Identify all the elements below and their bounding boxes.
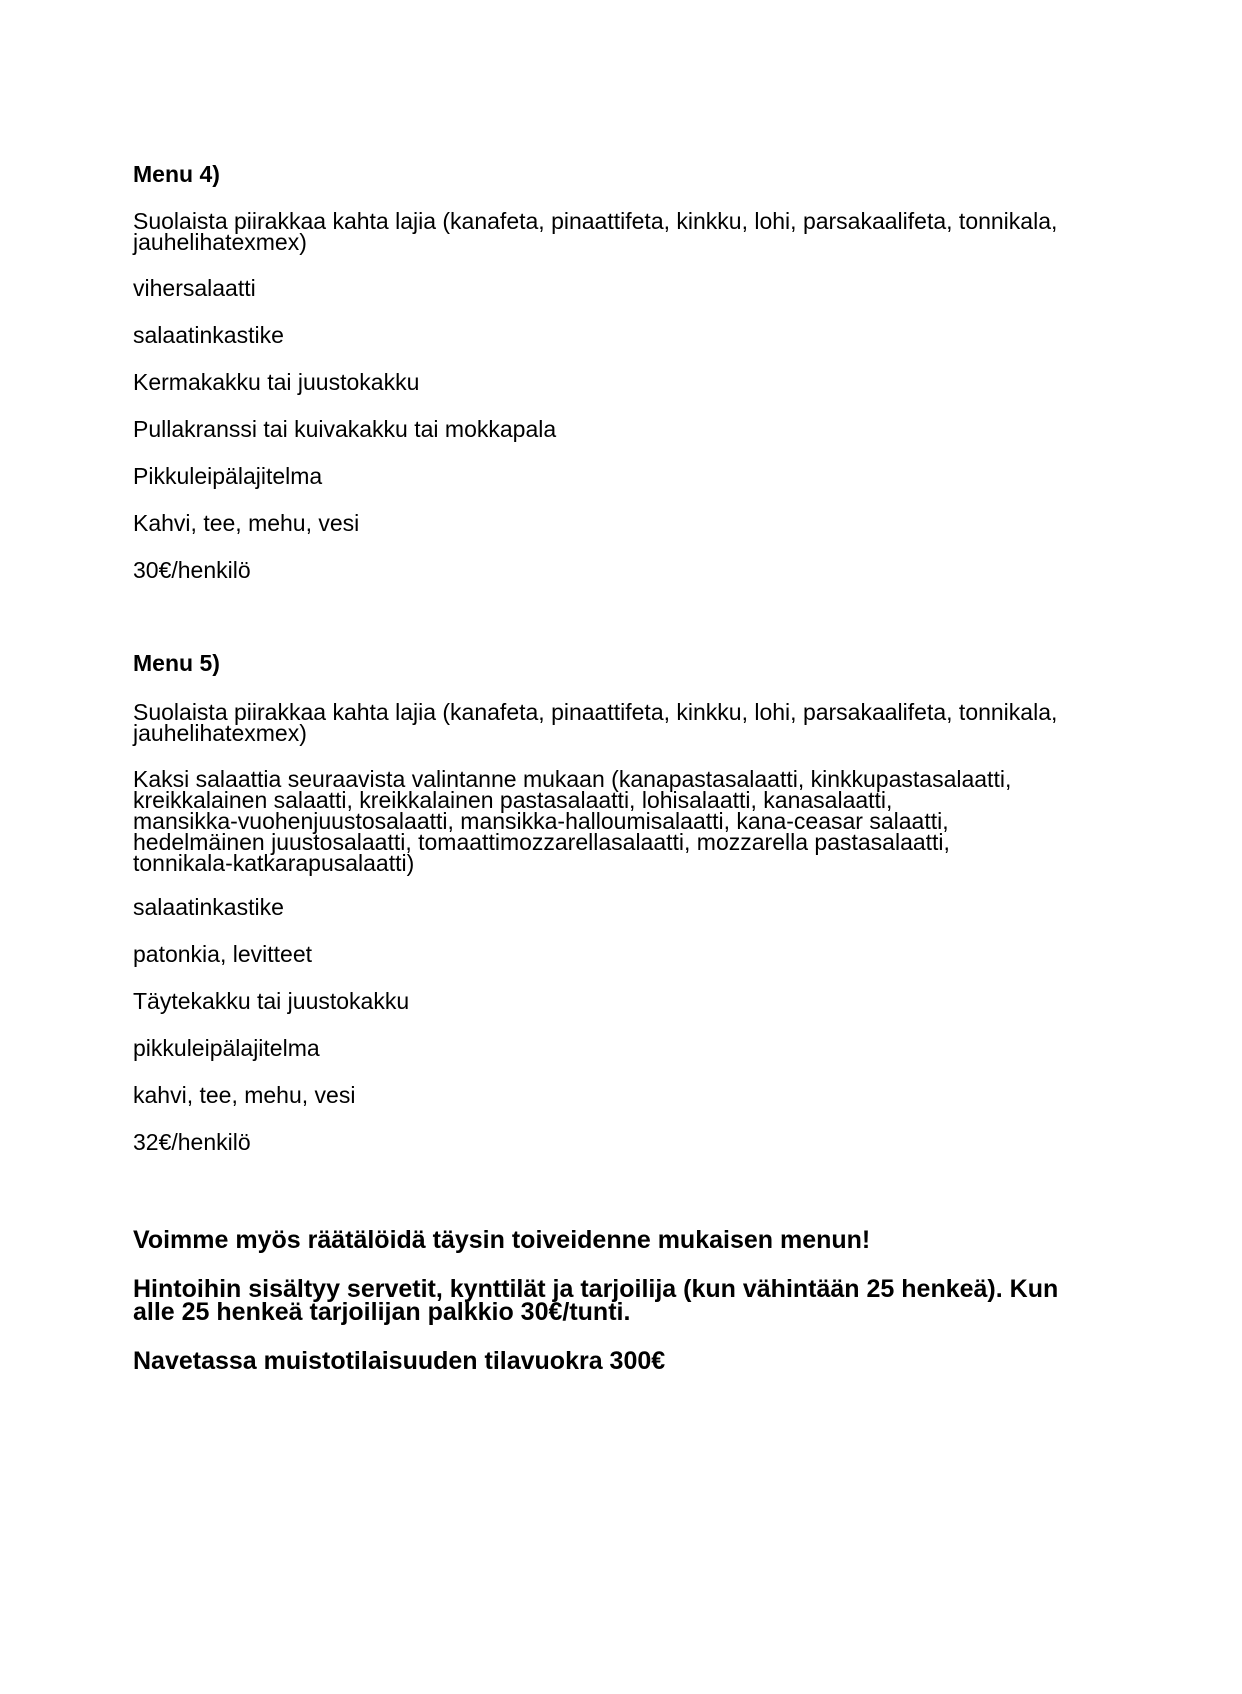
included-services-line-1: Hintoihin sisältyy servetit, kynttilät ja tarjoilija (kun vähintään 25 henkeä). Kun [133,1275,1059,1303]
menu-4-pie-line-2: jauhelihatexmex) [133,229,307,255]
menu-5-salad-description [133,766,1133,876]
menu-5-salad-line: mansikka-vuohenjuustosalaatti, mansikka-halloumisalaatti, kana-ceasar salaatti, [133,808,949,834]
menu-5-item: salaatinkastike [133,894,284,920]
included-services-note [133,1275,1143,1326]
menu-5-item: Täytekakku tai juustokakku [133,988,410,1014]
custom-menu-note: Voimme myös räätälöidä täysin toiveidenne mukaisen menun! [133,1226,871,1254]
venue-rent-note: Navetassa muistotilaisuuden tilavuokra 300€ [133,1347,666,1375]
menu-5-item: patonkia, levitteet [133,941,313,967]
menu-4-item: Pullakranssi tai kuivakakku tai mokkapala [133,416,557,442]
menu-4-pie-line-1: Suolaista piirakkaa kahta lajia (kanafeta, pinaattifeta, kinkku, lohi, parsakaalifeta, tonnikala, [133,208,1058,234]
menu-5-pie-line-1: Suolaista piirakkaa kahta lajia (kanafeta, pinaattifeta, kinkku, lohi, parsakaalifeta, tonnikala, [133,699,1058,725]
menu-5-salad-line: tonnikala-katkarapusalaatti) [133,850,415,876]
menu-4-pie-description [133,208,1133,255]
menu-4-price: 30€/henkilö [133,557,251,583]
included-services-line-2: alle 25 henkeä tarjoilijan palkkio 30€/tunti. [133,1298,631,1326]
menu-5-price: 32€/henkilö [133,1129,251,1155]
menu-5-salad-line: kreikkalainen salaatti, kreikkalainen pastasalaatti, lohisalaatti, kanasalaatti, [133,787,893,813]
menu-5-pie-line-2: jauhelihatexmex) [133,720,307,746]
menu-5-title: Menu 5) [133,650,220,676]
menu-5-salad-line: hedelmäinen juustosalaatti, tomaattimozzarellasalaatti, mozzarella pastasalaatti, [133,829,950,855]
menu-4-title: Menu 4) [133,161,220,187]
menu-5-item: kahvi, tee, mehu, vesi [133,1082,356,1108]
menu-5-pie-description [133,699,1133,746]
menu-4-item: Kermakakku tai juustokakku [133,369,420,395]
menu-4-item: salaatinkastike [133,322,284,348]
menu-4-item: Kahvi, tee, mehu, vesi [133,510,360,536]
menu-4-item: Pikkuleipälajitelma [133,463,323,489]
menu-4-item: vihersalaatti [133,275,256,301]
menu-5-item: pikkuleipälajitelma [133,1035,320,1061]
menu-5-salad-line: Kaksi salaattia seuraavista valintanne mukaan (kanapastasalaatti, kinkkupastasalaatti, [133,766,1012,792]
